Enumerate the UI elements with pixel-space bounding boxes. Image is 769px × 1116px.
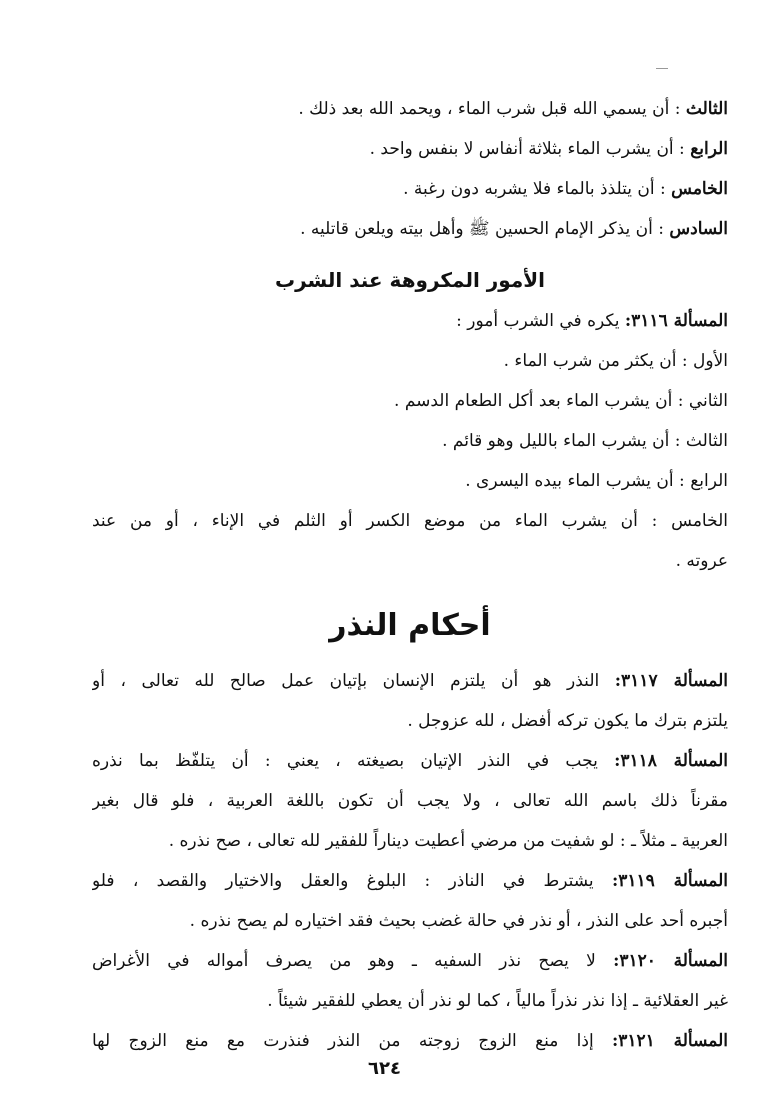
list-item: الخامس : أن يشرب الماء من موضع الكسر أو الثلم في الإناء ، أو من عند — [92, 511, 728, 531]
page-number: ٦٢٤ — [368, 1058, 401, 1079]
masala-intro: المسألة ٣١١٦: يكره في الشرب أمور : — [456, 311, 728, 331]
corner-mark — [656, 68, 668, 69]
list-item: الأول : أن يكثر من شرب الماء . — [503, 351, 728, 371]
masala-line: مقرناً ذلك باسم الله تعالى ، ولا يجب أن تكون باللغة العربية ، فلو قال بغير — [92, 791, 728, 811]
list-item: السادس : أن يذكر الإمام الحسين ﷺ وأهل بيته ويلعن قاتليه . — [300, 219, 728, 239]
masala-line: يلتزم بترك ما يكون تركه أفضل ، لله عزوجل . — [407, 711, 728, 731]
masala-line: المسألة ٣١١٨: يجب في النذر الإتيان بصيغته ، يعني : أن يتلفّظ بما نذره — [92, 751, 728, 771]
list-item-continuation: عروته . — [675, 551, 728, 571]
section-heading: الأمور المكروهة عند الشرب — [275, 268, 545, 292]
masala-line: العربية ـ مثلاً ـ : لو شفيت من مرضي أعطيت ديناراً للفقير لله تعالى ، صح نذره . — [168, 831, 728, 851]
masala-line: المسألة ٣١١٧: النذر هو أن يلتزم الإنسان بإتيان عمل صالح لله تعالى ، أو — [92, 671, 728, 691]
masala-line: المسألة ٣١٢٠: لا يصح نذر السفيه ـ وهو من يصرف أمواله في الأغراض — [92, 951, 728, 971]
list-item: الرابع : أن يشرب الماء بيده اليسرى . — [465, 471, 728, 491]
masala-line: المسألة ٣١٢١: إذا منع الزوج زوجته من النذر فنذرت مع منع الزوج لها — [92, 1031, 728, 1051]
masala-line: المسألة ٣١١٩: يشترط في الناذر : البلوغ والعقل والاختيار والقصد ، فلو — [92, 871, 728, 891]
list-item: الخامس : أن يتلذذ بالماء فلا يشربه دون رغبة . — [403, 179, 728, 199]
page-content — [92, 94, 728, 1066]
list-item: الثالث : أن يشرب الماء بالليل وهو قائم . — [442, 431, 728, 451]
masala-line: غير العقلائية ـ إذا نذر نذراً مالياً ، كما لو نذر أن يعطي للفقير شيئاً . — [267, 991, 728, 1011]
masala-line: أجبره أحد على النذر ، أو نذر في حالة غضب بحيث فقد اختياره لم يصح نذره . — [189, 911, 728, 931]
list-item: الثالث : أن يسمي الله قبل شرب الماء ، ويحمد الله بعد ذلك . — [298, 99, 728, 119]
list-item: الثاني : أن يشرب الماء بعد أكل الطعام الدسم . — [394, 391, 728, 411]
list-item: الرابع : أن يشرب الماء بثلاثة أنفاس لا بنفس واحد . — [369, 139, 728, 159]
chapter-title: أحكام النذر — [329, 608, 491, 643]
